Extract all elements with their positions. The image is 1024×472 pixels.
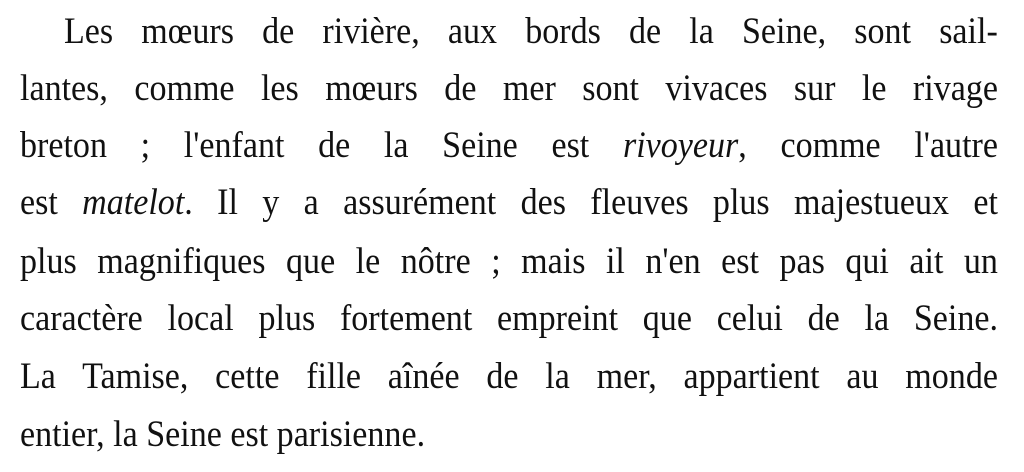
text-line-6: caractère local plus fortement empreint que celui de la Seine.	[20, 298, 998, 339]
text-line-2: lantes, comme les mœurs de mer sont vivaces sur le rivage	[20, 68, 998, 109]
text-line-4-part-a: est	[20, 182, 83, 223]
italic-word-matelot: matelot	[82, 182, 185, 223]
text-line-7: La Tamise, cette fille aînée de la mer, appartient au monde	[20, 356, 998, 397]
text-line-4	[20, 181, 998, 225]
text-line-3-part-a: breton ; l'enfant de la Seine est	[20, 125, 623, 166]
text-line-4-part-b: . Il y a assurément des fleuves plus majestueux et	[184, 182, 998, 223]
italic-word-rivoyeur: rivoyeur	[622, 125, 739, 166]
text-line-1: Les mœurs de rivière, aux bords de la Seine, sont sail-	[64, 11, 998, 52]
text-line-3-part-b: , comme l'autre	[738, 125, 998, 166]
text-line-3	[20, 124, 998, 168]
text-line-5: plus magnifiques que le nôtre ; mais il n'en est pas qui ait un	[20, 241, 998, 282]
text-line-8: entier, la Seine est parisienne.	[20, 414, 426, 455]
